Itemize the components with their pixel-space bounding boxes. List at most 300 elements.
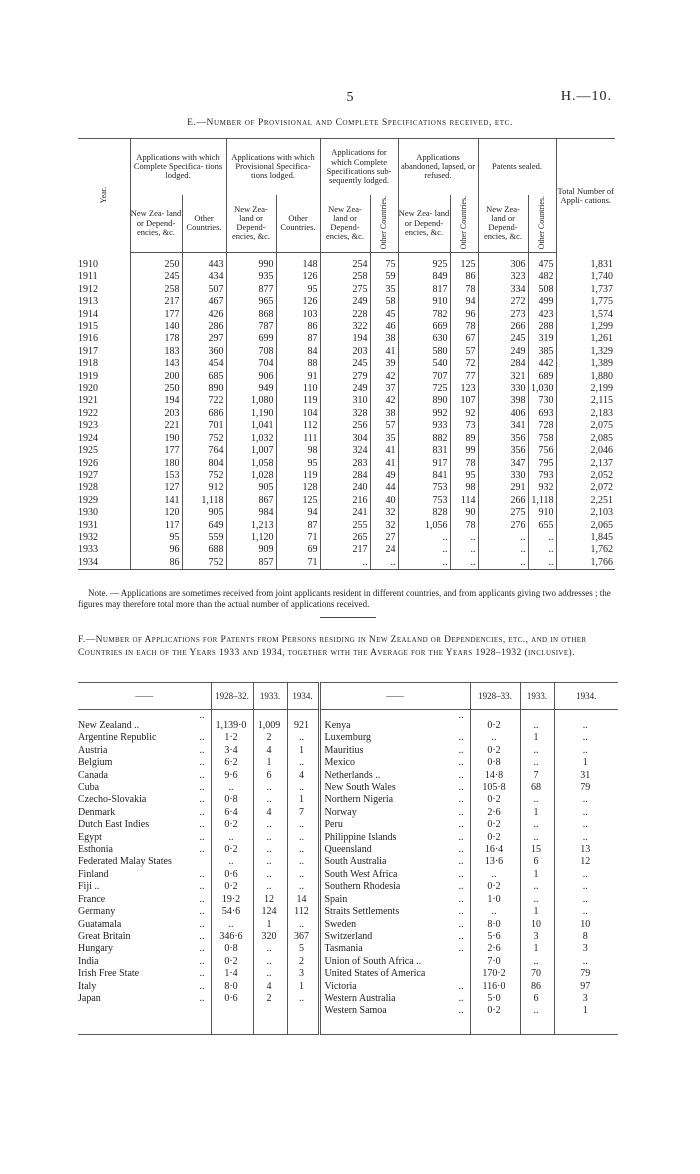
value-cell: 935 (226, 271, 276, 283)
value-cell: 78 (450, 520, 478, 532)
value-cell: 249 (478, 346, 528, 358)
country-name (78, 782, 211, 794)
country-label: Straits Settlements (324, 906, 400, 918)
country-label: Austria (78, 744, 108, 756)
value-cell: 39 (370, 358, 398, 370)
value-cell: 320 (253, 931, 287, 943)
value-cell: 330 (478, 383, 528, 395)
value-cell: 221 (130, 420, 182, 432)
value-cell: 882 (398, 433, 450, 445)
value-cell: 877 (226, 284, 276, 296)
value-cell: 932 (528, 482, 556, 494)
value-cell: 228 (320, 309, 370, 321)
country-name (319, 931, 470, 943)
value-cell: 79 (554, 968, 618, 980)
country-label: Hungary (78, 943, 113, 955)
value-cell: 322 (320, 321, 370, 333)
value-cell: 13 (554, 844, 618, 856)
value-cell: 2,183 (556, 408, 615, 420)
leader-dots: .. (458, 710, 464, 721)
value-cell: .. (554, 869, 618, 881)
country-name (319, 770, 470, 782)
value-cell: 116·0 (470, 981, 520, 993)
value-cell: 249 (320, 383, 370, 395)
value-cell: 255 (320, 520, 370, 532)
value-cell: 1,118 (528, 495, 556, 507)
country-name (78, 931, 211, 943)
value-cell: 9·6 (211, 770, 253, 782)
value-cell: 341 (478, 420, 528, 432)
value-cell: .. (211, 919, 253, 931)
value-cell: 630 (398, 333, 450, 345)
table-row (78, 346, 615, 358)
value-cell: 442 (528, 358, 556, 370)
value-cell: 127 (130, 482, 182, 494)
value-cell: 6 (520, 856, 554, 868)
value-cell: 6·2 (211, 757, 253, 769)
year-cell: 1910 (78, 258, 98, 270)
leader-dots: .. (458, 992, 464, 1004)
leader-dots: .. (458, 806, 464, 818)
value-cell: 1,299 (556, 321, 615, 333)
value-cell: 125 (276, 495, 320, 507)
country-label: Union of South Africa .. (324, 955, 422, 967)
leader-dots: .. (458, 1005, 464, 1017)
year-cell: 1917 (78, 345, 98, 357)
value-cell: .. (253, 881, 287, 893)
value-cell: 4 (287, 770, 319, 782)
table-row (78, 253, 615, 272)
year-cell: 1914 (78, 308, 98, 320)
value-cell: 6·4 (211, 807, 253, 819)
value-cell: 2,199 (556, 383, 615, 395)
value-cell: 38 (370, 408, 398, 420)
value-cell: 1,118 (182, 495, 226, 507)
value-cell: 194 (130, 395, 182, 407)
value-cell: 323 (478, 271, 528, 283)
value-cell: 283 (320, 458, 370, 470)
value-cell: 2,065 (556, 520, 615, 532)
value-cell: 95 (130, 532, 182, 544)
year-cell: 1913 (78, 296, 98, 308)
value-cell: 499 (528, 296, 556, 308)
value-cell: .. (554, 807, 618, 819)
table-row (78, 408, 615, 420)
header-1933-right: 1933. (520, 683, 554, 710)
value-cell: 356 (478, 445, 528, 457)
value-cell: 1,880 (556, 371, 615, 383)
value-cell: 758 (528, 433, 556, 445)
value-cell: 86 (130, 557, 182, 570)
value-cell: .. (528, 532, 556, 544)
value-cell: 1,041 (226, 420, 276, 432)
value-cell: 685 (182, 371, 226, 383)
value-cell: 3 (554, 943, 618, 955)
value-cell: 406 (478, 408, 528, 420)
country-label: Western Samoa (324, 1005, 387, 1017)
value-cell: 795 (528, 458, 556, 470)
year-cell: 1923 (78, 420, 98, 432)
value-cell: 0·2 (470, 794, 520, 806)
value-cell: 321 (478, 371, 528, 383)
value-cell: 216 (320, 495, 370, 507)
value-cell: 817 (398, 284, 450, 296)
table-row (78, 881, 618, 893)
value-cell: 426 (182, 309, 226, 321)
empty-cell (78, 1005, 211, 1017)
table-row (78, 333, 615, 345)
value-cell: .. (470, 906, 520, 918)
leader-dots: .. (458, 732, 464, 744)
country-name (78, 832, 211, 844)
value-cell: 10 (520, 919, 554, 931)
value-cell: 71 (276, 557, 320, 570)
value-cell: 250 (130, 253, 182, 272)
value-cell: 787 (226, 321, 276, 333)
table-row (78, 968, 618, 980)
table-row (78, 309, 615, 321)
value-cell: 265 (320, 532, 370, 544)
value-cell: 73 (450, 420, 478, 432)
value-cell: 42 (370, 371, 398, 383)
leader-dots: .. (458, 893, 464, 905)
value-cell: 266 (478, 321, 528, 333)
value-cell: 69 (276, 544, 320, 556)
value-cell: 170·2 (470, 968, 520, 980)
value-cell: 70 (520, 968, 554, 980)
country-name (78, 968, 211, 980)
value-cell: 725 (398, 383, 450, 395)
value-cell: 965 (226, 296, 276, 308)
value-cell: 79 (554, 782, 618, 794)
country-label: Germany (78, 906, 116, 918)
country-label: Denmark (78, 806, 116, 818)
value-cell: 467 (182, 296, 226, 308)
value-cell: 103 (276, 309, 320, 321)
value-cell: 141 (130, 495, 182, 507)
year-cell: 1918 (78, 358, 98, 370)
value-cell: .. (478, 532, 528, 544)
value-cell: 423 (528, 309, 556, 321)
table-row (78, 420, 615, 432)
value-cell: 140 (130, 321, 182, 333)
value-cell: 689 (528, 371, 556, 383)
col-total: Total Number of Appli- cations. (556, 139, 615, 253)
value-cell: 203 (130, 408, 182, 420)
value-cell: 177 (130, 445, 182, 457)
country-name (319, 993, 470, 1005)
value-cell: .. (253, 956, 287, 968)
value-cell: 841 (398, 470, 450, 482)
value-cell: 284 (478, 358, 528, 370)
country-name (78, 794, 211, 806)
table-row (78, 943, 618, 955)
value-cell: .. (320, 557, 370, 570)
value-cell: 1 (287, 745, 319, 757)
value-cell: 143 (130, 358, 182, 370)
value-cell: 284 (320, 470, 370, 482)
leader-dots: .. (199, 782, 205, 794)
value-cell: 3 (520, 931, 554, 943)
value-cell: 868 (226, 309, 276, 321)
leader-dots: .. (199, 893, 205, 905)
value-cell: .. (253, 844, 287, 856)
table-row (78, 894, 618, 906)
empty-cell (287, 1005, 319, 1017)
value-cell: .. (520, 710, 554, 733)
country-label: Canada (78, 769, 108, 781)
country-label: Switzerland (324, 930, 373, 942)
value-cell: 5 (287, 943, 319, 955)
value-cell: 688 (182, 544, 226, 556)
value-cell: 98 (276, 445, 320, 457)
table-bottom-rule (78, 1018, 618, 1035)
value-cell: 112 (287, 906, 319, 918)
value-cell: 699 (226, 333, 276, 345)
value-cell: 2,115 (556, 395, 615, 407)
value-cell: 40 (370, 495, 398, 507)
value-cell: 728 (528, 420, 556, 432)
value-cell: .. (520, 881, 554, 893)
value-cell: 1,329 (556, 346, 615, 358)
leader-dots: .. (199, 831, 205, 843)
value-cell: 5·0 (470, 993, 520, 1005)
col-group-abandoned: Applications abandoned, lapsed, or refused. (398, 139, 478, 195)
leader-dots: .. (458, 856, 464, 868)
value-cell: 0·2 (211, 881, 253, 893)
leader-dots: .. (458, 881, 464, 893)
sub-other: Other Countries. (182, 195, 226, 253)
leader-dots: .. (199, 955, 205, 967)
value-cell: 194 (320, 333, 370, 345)
value-cell: 701 (182, 420, 226, 432)
table-row (78, 520, 615, 532)
value-cell: 1,831 (556, 253, 615, 272)
value-cell: 2·6 (470, 943, 520, 955)
country-label: Luxemburg (324, 732, 371, 744)
value-cell: 44 (370, 482, 398, 494)
value-cell: 1 (520, 906, 554, 918)
value-cell: 0·2 (211, 819, 253, 831)
sub-nz: New Zea- land or Depend- encies, &c. (320, 195, 370, 253)
table-row (78, 470, 615, 482)
value-cell: .. (253, 794, 287, 806)
header-country: —— (78, 683, 211, 710)
value-cell: 72 (450, 358, 478, 370)
country-name (78, 770, 211, 782)
table-f (78, 682, 618, 1035)
value-cell: .. (253, 782, 287, 794)
value-cell: 279 (320, 371, 370, 383)
value-cell: 114 (450, 495, 478, 507)
sub-other: Other Countries. (528, 195, 556, 253)
country-name (319, 1005, 470, 1017)
value-cell: .. (287, 993, 319, 1005)
value-cell: 96 (130, 544, 182, 556)
table-row (78, 532, 615, 544)
leader-dots: .. (199, 868, 205, 880)
country-label: New Zealand .. (78, 720, 140, 731)
value-cell: .. (528, 557, 556, 570)
value-cell: .. (253, 832, 287, 844)
value-cell: 35 (370, 433, 398, 445)
table-row (78, 931, 618, 943)
header-country-right: —— (319, 683, 470, 710)
header-1933: 1933. (253, 683, 287, 710)
value-cell: 104 (276, 408, 320, 420)
year-cell: 1916 (78, 333, 98, 345)
table-row (78, 981, 618, 993)
table-row (78, 819, 618, 831)
year-cell: 1911 (78, 271, 98, 283)
table-row (78, 383, 615, 395)
value-cell: 258 (130, 284, 182, 296)
value-cell: 273 (478, 309, 528, 321)
value-cell: 921 (287, 710, 319, 733)
value-cell: 42 (370, 395, 398, 407)
value-cell: .. (287, 844, 319, 856)
value-cell: 286 (182, 321, 226, 333)
country-label: Spain (324, 893, 348, 905)
value-cell: 649 (182, 520, 226, 532)
table-row (78, 395, 615, 407)
page-reference: H.—10. (560, 89, 612, 104)
table-row (78, 544, 615, 556)
col-group-provisional-spec: Applications with which Provisional Specifica- tions lodged. (226, 139, 320, 195)
table-row (78, 745, 618, 757)
value-cell: .. (287, 832, 319, 844)
value-cell: 190 (130, 433, 182, 445)
value-cell: .. (554, 832, 618, 844)
value-cell: 992 (398, 408, 450, 420)
value-cell: 153 (130, 470, 182, 482)
value-cell: 1,574 (556, 309, 615, 321)
value-cell: 7 (520, 770, 554, 782)
country-label: Mexico (324, 757, 356, 769)
country-name (319, 981, 470, 993)
value-cell: 256 (320, 420, 370, 432)
value-cell: 507 (182, 284, 226, 296)
value-cell: .. (211, 856, 253, 868)
value-cell: 46 (370, 321, 398, 333)
country-label: Western Australia (324, 992, 396, 1004)
value-cell: 217 (130, 296, 182, 308)
leader-dots: .. (199, 992, 205, 1004)
value-cell: 241 (320, 507, 370, 519)
value-cell: 912 (182, 482, 226, 494)
table-row (78, 869, 618, 881)
year-cell: 1915 (78, 321, 98, 333)
value-cell: .. (554, 819, 618, 831)
value-cell: 249 (320, 296, 370, 308)
value-cell: 693 (528, 408, 556, 420)
value-cell: .. (520, 894, 554, 906)
value-cell: 117 (130, 520, 182, 532)
empty-cell (211, 1018, 253, 1035)
value-cell: 180 (130, 458, 182, 470)
value-cell: .. (370, 557, 398, 570)
table-row (78, 906, 618, 918)
sub-other: Other Countries. (276, 195, 320, 253)
value-cell: 8·0 (470, 919, 520, 931)
value-cell: 99 (450, 445, 478, 457)
value-cell: 68 (520, 782, 554, 794)
value-cell: 2,046 (556, 445, 615, 457)
value-cell: 0·8 (211, 794, 253, 806)
value-cell: 0·2 (211, 844, 253, 856)
empty-cell (554, 1018, 618, 1035)
table-row (78, 458, 615, 470)
value-cell: 764 (182, 445, 226, 457)
country-label: Italy (78, 980, 97, 992)
table-row (78, 856, 618, 868)
value-cell: .. (253, 968, 287, 980)
value-cell: 360 (182, 346, 226, 358)
value-cell: 1,139·0 (211, 710, 253, 733)
year-cell: 1934 (78, 557, 130, 570)
value-cell: 31 (554, 770, 618, 782)
empty-cell (520, 1018, 554, 1035)
value-cell: .. (287, 819, 319, 831)
empty-cell (287, 1018, 319, 1035)
value-cell: 27 (370, 532, 398, 544)
value-cell: 2,251 (556, 495, 615, 507)
sub-nz: New Zea- land or Depend- encies, &c. (226, 195, 276, 253)
value-cell: 398 (478, 395, 528, 407)
value-cell: 1 (520, 807, 554, 819)
value-cell: 12 (554, 856, 618, 868)
value-cell: 0·6 (211, 869, 253, 881)
value-cell: 94 (276, 507, 320, 519)
country-name (78, 993, 211, 1005)
value-cell: .. (287, 856, 319, 868)
country-name (319, 869, 470, 881)
table-e-title: E.—Number of Provisional and Complete Specifications received, etc. (187, 118, 513, 128)
header-avg: 1928–32. (211, 683, 253, 710)
country-label: Kenya (324, 720, 351, 731)
value-cell: 91 (276, 371, 320, 383)
page-number: 5 (346, 90, 354, 105)
country-label: South West Africa (324, 868, 398, 880)
value-cell: 0·2 (470, 819, 520, 831)
value-cell: 15 (520, 844, 554, 856)
year-cell: 1922 (78, 407, 98, 419)
table-row (78, 757, 618, 769)
value-cell: 910 (398, 296, 450, 308)
value-cell: 92 (450, 408, 478, 420)
country-label: Federated Malay States (78, 856, 172, 868)
value-cell: 1,762 (556, 544, 615, 556)
leader-dots: .. (458, 769, 464, 781)
table-row (78, 507, 615, 519)
value-cell: 1 (520, 943, 554, 955)
country-label: Mauritius (324, 744, 364, 756)
leader-dots: .. (199, 732, 205, 744)
value-cell: 86 (520, 981, 554, 993)
country-label: Philippine Islands (324, 831, 397, 843)
value-cell: .. (520, 745, 554, 757)
country-name (319, 807, 470, 819)
empty-cell (211, 1005, 253, 1017)
leader-dots: .. (458, 930, 464, 942)
value-cell: 508 (528, 284, 556, 296)
value-cell: 1,740 (556, 271, 615, 283)
value-cell: .. (398, 532, 450, 544)
value-cell: 1 (554, 1005, 618, 1017)
value-cell: 917 (398, 458, 450, 470)
value-cell: 4 (253, 981, 287, 993)
value-cell: 58 (370, 296, 398, 308)
